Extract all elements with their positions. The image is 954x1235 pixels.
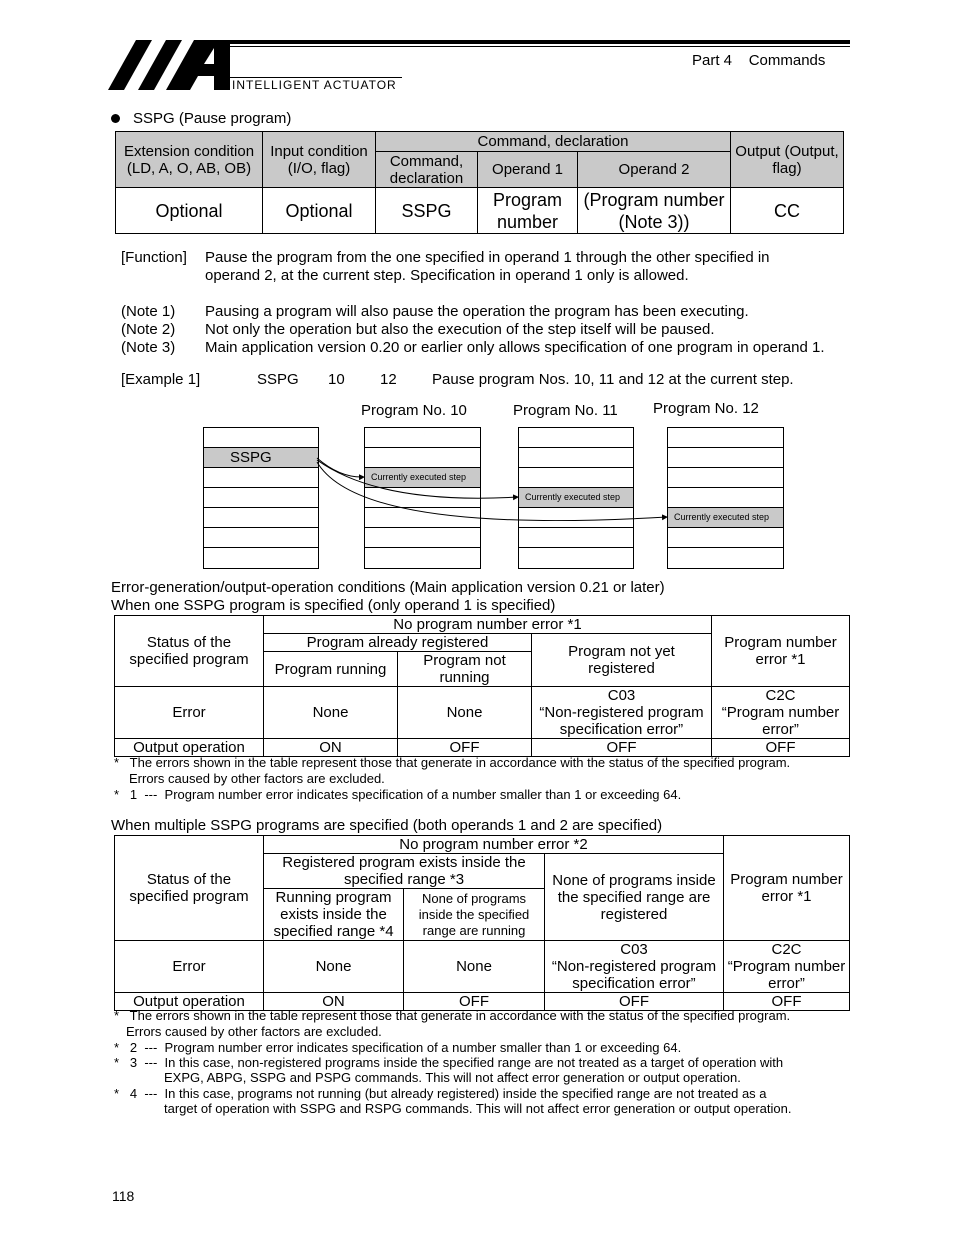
value-command: SSPG [376, 188, 478, 234]
t1-error-not-registered: C03 “Non-registered program specification error” [532, 687, 712, 739]
arrow-to-program-12 [317, 462, 667, 521]
example-label: [Example 1] [121, 371, 201, 388]
t2-number-error-header: Program number error *1 [724, 836, 850, 941]
t2-output-not-running: OFF [404, 993, 545, 1011]
header-extension-condition: Extension condition (LD, A, O, AB, OB) [116, 132, 263, 188]
t2-error-row-label: Error [115, 941, 264, 993]
value-output: CC [731, 188, 844, 234]
header-operand-2: Operand 2 [578, 152, 731, 188]
t1-error-number-error: C2C “Program number error” [712, 687, 850, 739]
t2-error-number-error: C2C “Program number error” [724, 941, 850, 993]
program-10-current-step: Currently executed step [365, 468, 480, 488]
page-number: 118 [112, 1188, 135, 1204]
logo-text: INTELLIGENT ACTUATOR [232, 78, 397, 92]
note-2-label: (Note 2) [121, 321, 176, 338]
program-11-current-step: Currently executed step [519, 488, 633, 508]
t1-status-header: Status of the specified program [115, 616, 264, 687]
t2-error-none-registered: C03 “Non-registered program specification error” [545, 941, 724, 993]
note-3-text: Main application version 0.20 or earlier only allows specification of one program in operand 1. [205, 339, 825, 356]
command-title: SSPG (Pause program) [133, 110, 292, 127]
program-12-label: Program No. 12 [653, 400, 759, 417]
t2-running-header: Running program exists inside the specified range *4 [264, 889, 404, 941]
t2-output-none-registered: OFF [545, 993, 724, 1011]
t1-error-row-label: Error [115, 687, 264, 739]
t2-status-header: Status of the specified program [115, 836, 264, 941]
multiple-program-table [114, 835, 850, 1011]
table-2-caption: When multiple SSPG programs are specified (both operands 1 and 2 are specified) [111, 817, 663, 834]
t2-error-running: None [264, 941, 404, 993]
example-operand-1: 10 [328, 371, 345, 388]
header-input-condition: Input condition (I/O, flag) [263, 132, 376, 188]
program-11-label: Program No. 11 [513, 402, 618, 419]
note-3-label: (Note 3) [121, 339, 176, 356]
header-command-sub: Command, declaration [376, 152, 478, 188]
t1-output-number-error: OFF [712, 739, 850, 757]
header-output: Output (Output, flag) [731, 132, 844, 188]
conditions-intro: Error-generation/output-operation conditions (Main application version 0.21 or later) [111, 579, 665, 596]
example-command: SSPG [257, 371, 299, 388]
t2-footnote-3a: * 3 --- In this case, non-registered programs inside the specified range are not treated as a target of operation with [114, 1055, 784, 1070]
t1-error-not-running: None [398, 687, 532, 739]
t1-running-header: Program running [264, 652, 398, 687]
t1-not-registered-header: Program not yet registered [532, 634, 712, 687]
example-operand-2: 12 [380, 371, 397, 388]
program-12-current-step: Currently executed step [668, 508, 783, 528]
table-1-caption: When one SSPG program is specified (only operand 1 is specified) [111, 597, 556, 614]
t2-not-running-header: None of programs inside the specified range are running [404, 889, 545, 941]
t1-output-not-registered: OFF [532, 739, 712, 757]
t1-error-running: None [264, 687, 398, 739]
t1-footnote-2: * 1 --- Program number error indicates specification of a number smaller than 1 or exceeding 64. [114, 787, 682, 802]
t2-output-row-label: Output operation [115, 993, 264, 1011]
function-line-2: operand 2, at the current step. Specification in operand 1 only is allowed. [205, 267, 689, 284]
t2-error-not-running: None [404, 941, 545, 993]
t2-footnote-4b: target of operation with SSPG and RSPG commands. This will not affect error generation or output operation. [164, 1101, 792, 1116]
t2-no-error-header: No program number error *2 [264, 836, 724, 854]
note-1-text: Pausing a program will also pause the operation the program has been executing. [205, 303, 749, 320]
value-input: Optional [263, 188, 376, 234]
single-program-table [114, 615, 850, 757]
value-extension: Optional [116, 188, 263, 234]
t2-output-number-error: OFF [724, 993, 850, 1011]
note-1-label: (Note 1) [121, 303, 176, 320]
function-line-1: Pause the program from the one specified in operand 1 through the other specified in [205, 249, 770, 266]
value-operand-2: (Program number (Note 3)) [578, 188, 731, 234]
header-command-declaration: Command, declaration [376, 132, 731, 152]
t1-output-not-running: OFF [398, 739, 532, 757]
example-description: Pause program Nos. 10, 11 and 12 at the current step. [432, 371, 794, 388]
t1-not-running-header: Program not running [398, 652, 532, 687]
program-10-label: Program No. 10 [361, 402, 467, 419]
value-operand-1: Program number [478, 188, 578, 234]
t2-footnote-2: * 2 --- Program number error indicates specification of a number smaller than 1 or exceeding 64. [114, 1040, 682, 1055]
t1-number-error-header: Program number error *1 [712, 616, 850, 687]
t1-footnote-1b: Errors caused by other factors are excluded. [129, 771, 385, 786]
t1-registered-header: Program already registered [264, 634, 532, 652]
t2-output-running: ON [264, 993, 404, 1011]
arrow-to-program-11 [317, 460, 518, 498]
t2-footnote-1b: Errors caused by other factors are excluded. [126, 1024, 382, 1039]
t2-registered-header: Registered program exists inside the specified range *3 [264, 854, 545, 889]
t1-footnote-1a: * The errors shown in the table represent those that generate in accordance with the status of the specified program. [114, 755, 791, 770]
t1-output-running: ON [264, 739, 398, 757]
t2-footnote-1a: * The errors shown in the table represent those that generate in accordance with the status of the specified program. [114, 1008, 791, 1023]
t2-none-registered-header: None of programs inside the specified range are registered [545, 854, 724, 941]
t2-footnote-4a: * 4 --- In this case, programs not running (but already registered) inside the specified range are not treated as a [114, 1086, 767, 1101]
note-2-text: Not only the operation but also the execution of the step itself will be paused. [205, 321, 715, 338]
header-operand-1: Operand 1 [478, 152, 578, 188]
t2-footnote-3b: EXPG, ABPG, SSPG and PSPG commands. This will not affect error generation or output operation. [164, 1070, 741, 1085]
t1-no-error-header: No program number error *1 [264, 616, 712, 634]
sspg-step: SSPG [204, 448, 318, 468]
t1-output-row-label: Output operation [115, 739, 264, 757]
section-title: Part 4 Commands [692, 52, 826, 69]
function-label: [Function] [121, 249, 187, 266]
